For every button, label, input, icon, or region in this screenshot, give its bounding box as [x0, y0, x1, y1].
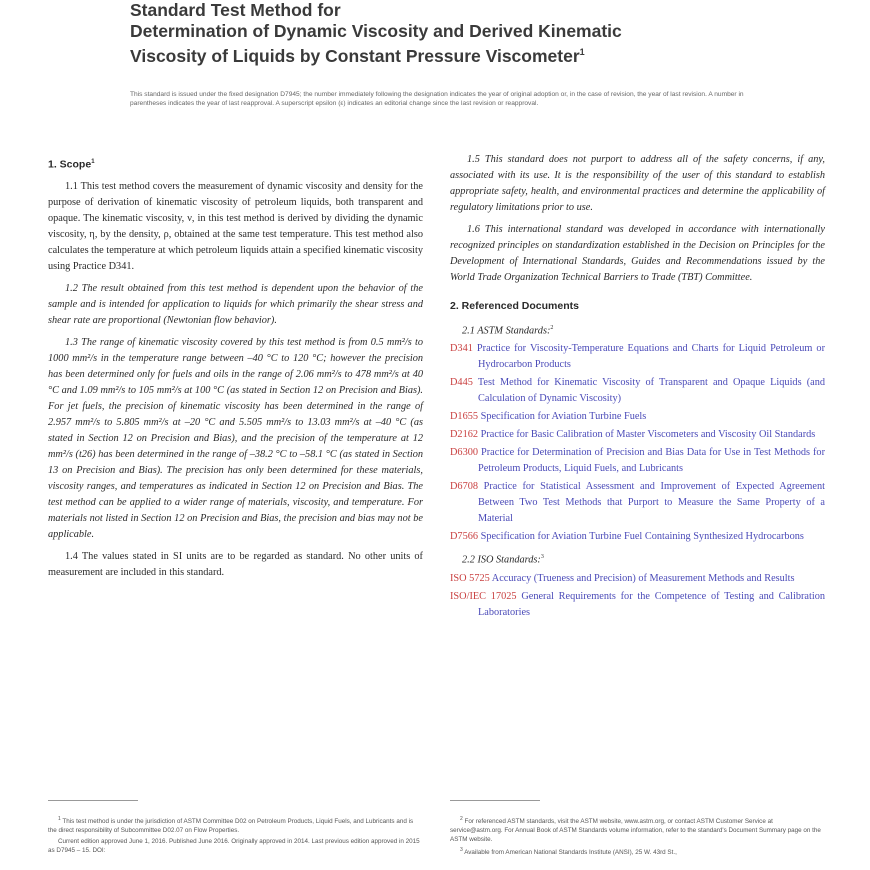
footnote-3: $^3$ Available from American National Standards Institute (ANSI), 25 W. 43rd St., [460, 847, 677, 857]
ref-code-link[interactable]: D2162 [450, 429, 479, 441]
footnote-divider-left [48, 800, 138, 801]
ref-item[interactable] [450, 479, 825, 527]
ref-title-link[interactable]: Specification for Aviation Turbine Fuels [480, 411, 647, 423]
ref-item[interactable] [450, 427, 825, 443]
title-line-3: Viscosity of Liquids by Constant Pressure Viscometer$^1$ [130, 45, 585, 66]
ref-item[interactable] [450, 409, 825, 425]
iso-standards-heading: 2.2 ISO Standards:$^3$ [462, 554, 544, 566]
ref-item[interactable] [450, 589, 825, 621]
para-1-6: 1.6 This international standard was developed in accordance with internationally recognized principles on standardization established in the Decision on Principles for the Development of International Standards, Guides and Recommendations issued by the World Trade Organization Technical Barriers to Trade (TBT) Committee. [450, 224, 825, 283]
para-1-2: 1.2 The result obtained from this test method is dependent upon the behavior of the sample and is intended for application to liquids for which primarily the shear stress and shear rate are proportional (Newtonian flow behavior). [48, 282, 423, 326]
ref-code-link[interactable]: D341 [450, 343, 473, 355]
footnote-1: $^1$ This test method is under the jurisdiction of ASTM Committee D02 on Petroleum Products, Liquid Fuels, and Lubricants and is the direct responsibility of Subcommittee D02.07 on Flow Properties. [48, 816, 414, 835]
ref-code-link[interactable]: ISO 5725 [450, 572, 490, 584]
ref-title-link[interactable]: General Requirements for the Competence of Testing and Calibration Laboratories [478, 590, 825, 618]
ref-title-link[interactable]: Test Method for Kinematic Viscosity of Transparent and Opaque Liquids (and Calculation of Dynamic Viscosity) [477, 377, 826, 405]
designation-notice: This standard is issued under the fixed designation D7945; the number immediately following the designation indicates the year of original adoption or, in the case of revision, the year of last revision. A number in parentheses indicates the year of last reapproval. A superscript epsilon (ε) indicates an editorial change since the last revision or reapproval. [130, 91, 744, 107]
ref-item[interactable] [450, 571, 825, 587]
ref-title-link[interactable]: Practice for Statistical Assessment and Improvement of Expected Agreement Between Two Test Methods that Purport to Measure the Same Property of a Material [478, 481, 825, 525]
para-1-4: 1.4 The values stated in SI units are to be regarded as standard. No other units of measurement are included in this standard. [48, 550, 423, 578]
ref-item[interactable] [450, 529, 825, 545]
footnotes-right [450, 815, 825, 859]
ref-title-link[interactable]: Practice for Determination of Precision and Bias Data for Use in Test Methods for Petroleum Products, Liquid Fuels, and Lubricants [478, 447, 825, 475]
ref-code-link[interactable]: D6300 [450, 447, 479, 459]
ref-title-link[interactable]: Practice for Basic Calibration of Master Viscometers and Viscosity Oil Standards [480, 429, 816, 441]
footnote-2: $^2$ For referenced ASTM standards, visit the ASTM website, www.astm.org, or contact ASTM Customer Service at service@astm.org. For Annual Book of ASTM Standards volume information, refer to the standard's Document Summary page on the ASTM website. [450, 816, 821, 844]
ref-title-link[interactable]: Practice for Viscosity-Temperature Equations and Charts for Liquid Petroleum or Hydrocarbon Products [476, 343, 826, 371]
ref-item[interactable] [450, 445, 825, 477]
title-footnote-mark: 1 [579, 47, 585, 57]
ref-code-link[interactable]: D445 [450, 377, 473, 389]
ref-code-link[interactable]: D7566 [450, 531, 479, 543]
footnotes-left [48, 815, 423, 857]
footnote-divider-right [450, 800, 540, 801]
ref-item[interactable] [450, 375, 825, 407]
ref-title-link[interactable]: Accuracy (Trueness and Precision) of Measurement Methods and Results [491, 572, 795, 584]
left-column [48, 152, 423, 587]
right-column [450, 152, 825, 623]
ref-code-link[interactable]: D1655 [450, 411, 479, 423]
ref-code-link[interactable]: ISO/IEC 17025 [450, 590, 517, 602]
astm-standards-heading: 2.1 ASTM Standards:$^2$ [462, 325, 554, 337]
para-1-1: 1.1 This test method covers the measurement of dynamic viscosity and density for the purpose of derivation of kinematic viscosity of petroleum liquids, both transparent and opaque. The kinematic viscosity, ν, in this test method is derived by dividing the dynamic viscosity, η, by the density, ρ, obtained at the same test temperature. This test method also calculates the temperature at which petroleum liquids attain a specified kinematic viscosity using Practice D341. [48, 180, 423, 272]
title-line-1: Standard Test Method for [130, 0, 341, 20]
ref-title-link[interactable]: Specification for Aviation Turbine Fuel Containing Synthesized Hydrocarbons [480, 531, 804, 543]
title-line-2: Determination of Dynamic Viscosity and Derived Kinematic [130, 21, 622, 41]
footnote-edition: Current edition approved June 1, 2016. Published June 2016. Originally approved in 2014. Last previous edition approved in 2015 as D7945 – 15. DOI: [48, 838, 420, 855]
para-1-3: 1.3 The range of kinematic viscosity covered by this test method is from 0.5 mm²/s to 1000 mm²/s in the temperature range between –40 °C to 120 °C; however the precision has been determined only for fuels and oils in the range of 2.06 mm²/s to 478 mm²/s at 40 °C and 1.09 mm²/s to 105 mm²/s at 100 °C (as stated in Section 12 on Precision and Bias). For jet fuels, the precision of kinematic viscosity has been determined in the range of 2.957 mm²/s to 5.805 mm²/s at –20 °C and 5.505 mm²/s to 13.03 mm²/s at –40 °C (as stated in Section 12 on Precision and Bias), and the precision of the temperature at 12 mm²/s (t26) has been determined in the range of –38.2 °C to –58.1 °C (as stated in Section 13 on Precision and Bias). The precision has only been determined for these materials, viscosity ranges, and temperatures as indicated in Section 12 on Precision and Bias. The test method can be applied to a wider range of materials, viscosity, and temperature. For materials not listed in Section 12 on Precision and Bias, the precision and bias may not be applicable. [48, 336, 423, 540]
scope-heading: 1. Scope$^1$ [48, 158, 95, 171]
ref-item[interactable] [450, 341, 825, 373]
para-1-5: 1.5 This standard does not purport to address all of the safety concerns, if any, associated with its use. It is the responsibility of the user of this standard to establish appropriate safety, health, and environmental practices and determine the applicability of regulatory limitations prior to use. [450, 154, 825, 213]
document-title [130, 0, 770, 67]
ref-code-link[interactable]: D6708 [450, 481, 479, 493]
referenced-documents-heading: 2. Referenced Documents [450, 300, 579, 312]
